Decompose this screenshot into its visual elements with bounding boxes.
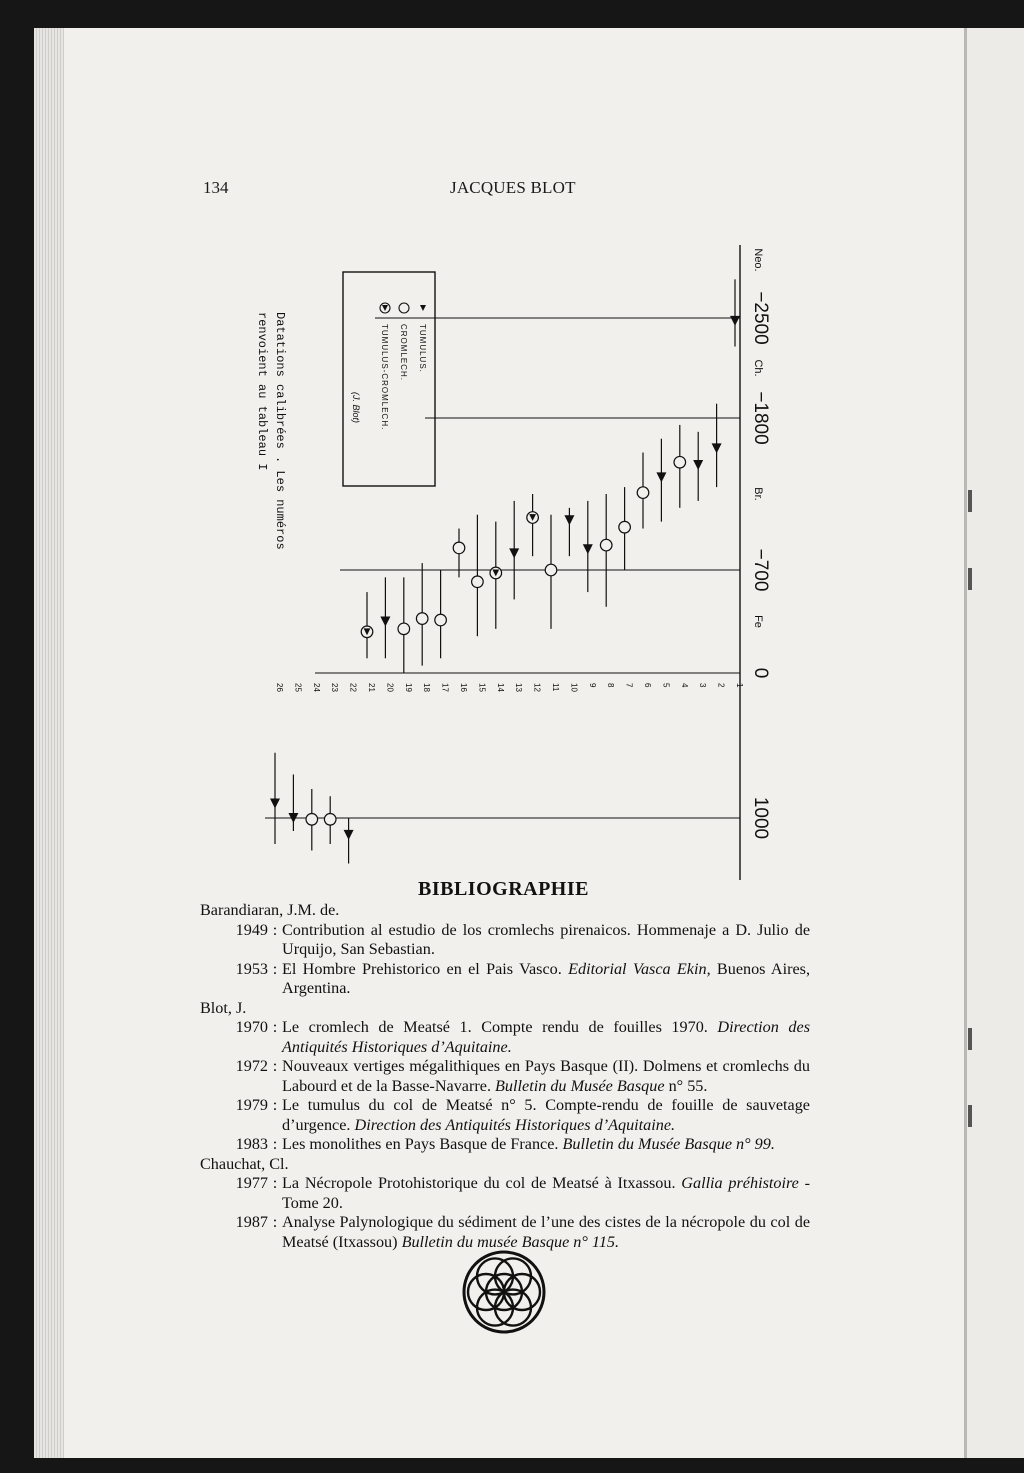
sample-number-label: 15 xyxy=(477,683,487,692)
entry-year: 1972 xyxy=(235,1057,268,1075)
sample-triangle-2 xyxy=(712,443,722,453)
facing-page-edge xyxy=(964,28,1024,1458)
entry-year: 1979 xyxy=(235,1096,268,1114)
sample-triangle-10 xyxy=(564,515,574,525)
period-label: Ch. xyxy=(752,359,764,377)
sample-triangle-20 xyxy=(380,617,390,627)
chart-note-line: renvoient au tableau I xyxy=(255,312,269,471)
entry-separator: : xyxy=(272,1057,278,1075)
sample-number-label: 17 xyxy=(440,683,450,692)
entry-year: 1983 xyxy=(235,1135,268,1153)
sample-number-label: 13 xyxy=(514,683,524,692)
entry-separator: : xyxy=(272,1018,278,1036)
binding-stitch xyxy=(968,568,972,590)
entry-separator: : xyxy=(272,920,278,939)
legend-author: (J. Blot) xyxy=(351,392,361,424)
sample-number-label: 14 xyxy=(495,683,505,692)
sample-marker-8 xyxy=(600,539,612,551)
entry-year: 1970 xyxy=(235,1018,268,1036)
tick-label: −700 xyxy=(750,548,771,592)
chart-note-line: Datations calibrées . Les numéros xyxy=(273,312,287,550)
entry-text: Les monolithes en Pays Basque de France. Bulletin du Musée Basque n° 99. xyxy=(282,1135,775,1153)
legend-symbol-triangle xyxy=(382,305,388,311)
tick-label: −2500 xyxy=(750,291,771,345)
period-label: Br. xyxy=(752,487,764,501)
bibliography-author: Chauchat, Cl. xyxy=(200,1154,289,1173)
bibliography xyxy=(200,901,810,1252)
sample-number-label: 18 xyxy=(422,683,432,692)
period-label: Neo. xyxy=(752,248,764,272)
entry-text: El Hombre Prehistorico en el Pais Vasco. Editorial Vasca Ekin, Buenos Aires, Argentina. xyxy=(282,959,810,997)
sample-marker-19 xyxy=(398,623,410,635)
period-label: Fe xyxy=(752,615,764,628)
sample-number-label: 16 xyxy=(459,683,468,692)
bibliography-entry xyxy=(200,921,810,960)
bibliography-entry xyxy=(200,1018,810,1057)
legend-symbol-circle xyxy=(399,303,409,313)
sample-number-label: 4 xyxy=(679,683,689,688)
bibliography-entry xyxy=(200,1057,810,1096)
sample-number-label: 23 xyxy=(330,683,340,692)
sample-number-label: 3 xyxy=(698,683,708,688)
sample-number-label: 9 xyxy=(587,683,597,688)
entry-text: Le tumulus du col de Meatsé n° 5. Compte-rendu de fouille de sauvetage d’urgence. Direction des Antiquités Historiques d’Aquitaine. xyxy=(282,1096,810,1134)
sample-triangle-13 xyxy=(509,548,519,558)
sample-triangle-5 xyxy=(656,472,666,482)
sample-number-label: 12 xyxy=(532,683,542,692)
entry-year: 1977 xyxy=(235,1174,268,1192)
entry-year: 1953 xyxy=(235,959,268,978)
rosette-ornament-icon xyxy=(462,1250,546,1334)
entry-year: 1949 xyxy=(235,920,268,939)
legend-symbol-triangle xyxy=(420,305,426,311)
sample-marker-15 xyxy=(472,576,484,588)
sample-number-label: 11 xyxy=(551,683,560,692)
entry-text: La Nécropole Protohistorique du col de Meatsé à Itxassou. Gallia préhistoire - Tome 20. xyxy=(282,1174,811,1212)
sample-triangle-9 xyxy=(583,544,593,554)
entry-text: Le cromlech de Meatsé 1. Compte rendu de fouilles 1970. Direction des Antiquités Historiques d’Aquitaine. xyxy=(282,1018,810,1056)
sample-number-label: 19 xyxy=(403,683,413,692)
bibliography-entry xyxy=(200,960,810,999)
entry-text: Contribution al estudio de los cromlechs pirenaicos. Hommenaje a D. Julio de Urquijo, San Sebastian. xyxy=(282,920,810,958)
entry-text: Nouveaux vertiges mégalithiques en Pays Basque (II). Dolmens et cromlechs du Labourd et de la Basse-Navarre. Bulletin du Musée Basque n° 55. xyxy=(282,1057,810,1095)
sample-triangle-3 xyxy=(693,460,703,470)
bibliography-entry xyxy=(200,1174,810,1213)
sample-marker-16 xyxy=(453,542,465,554)
bibliography-author: Blot, J. xyxy=(200,998,247,1017)
sample-number-label: 2 xyxy=(716,683,726,688)
sample-number-label: 10 xyxy=(569,683,579,692)
sample-number-label: 25 xyxy=(293,683,303,692)
sample-triangle-22 xyxy=(344,830,354,840)
entry-separator: : xyxy=(272,1135,278,1153)
sample-number-label: 20 xyxy=(385,683,395,692)
sample-number-label: 7 xyxy=(624,683,634,688)
bibliography-entry xyxy=(200,1135,810,1155)
sample-marker-18 xyxy=(416,613,428,625)
sample-triangle-1 xyxy=(730,316,740,326)
tick-label: −1800 xyxy=(750,391,771,445)
page-edges xyxy=(34,28,64,1458)
binding-stitch xyxy=(968,490,972,512)
tick-label: 1000 xyxy=(750,796,771,840)
entry-separator: : xyxy=(272,1174,278,1192)
sample-marker-23 xyxy=(324,814,336,826)
sample-marker-6 xyxy=(637,487,649,499)
bibliography-author: Barandiaran, J.M. de. xyxy=(200,901,340,919)
sample-number-label: 26 xyxy=(275,683,284,692)
sample-number-label: 5 xyxy=(661,683,671,688)
sample-number-label: 22 xyxy=(348,683,358,692)
sample-triangle-26 xyxy=(270,799,280,809)
sample-marker-7 xyxy=(619,521,631,533)
sample-number-label: 8 xyxy=(606,683,616,688)
sample-number-label: 6 xyxy=(643,683,652,688)
running-title: JACQUES BLOT xyxy=(450,178,576,197)
bibliography-entry xyxy=(200,1096,810,1135)
sample-marker-11 xyxy=(545,564,557,576)
entry-text: Analyse Palynologique du sédiment de l’une des cistes de la nécropole du col de Meatsé (Itxassou) Bulletin du musée Basque n° 115. xyxy=(282,1213,810,1251)
binding-stitch xyxy=(968,1105,972,1127)
sample-number-label: 21 xyxy=(367,683,376,692)
entry-year: 1987 xyxy=(235,1213,268,1231)
tick-label: 0 xyxy=(750,667,771,679)
sample-marker-4 xyxy=(674,456,686,468)
legend-label: CROMLECH. xyxy=(399,324,408,382)
legend-label: TUMULUS. xyxy=(418,324,427,373)
sample-marker-24 xyxy=(306,814,318,826)
sample-marker-17 xyxy=(435,614,447,626)
entry-separator: : xyxy=(272,959,278,978)
binding-stitch xyxy=(968,1028,972,1050)
entry-separator: : xyxy=(272,1213,278,1231)
bibliography-heading: BIBLIOGRAPHIE xyxy=(418,878,589,900)
calibrated-dates-chart xyxy=(235,230,795,890)
sample-number-label: 24 xyxy=(311,683,321,692)
sample-number-label: 1 xyxy=(735,683,744,688)
bibliography-entry xyxy=(200,1213,810,1252)
page-number: 134 xyxy=(203,178,229,197)
legend-label: TUMULUS-CROMLECH. xyxy=(380,324,389,431)
entry-separator: : xyxy=(272,1096,278,1114)
